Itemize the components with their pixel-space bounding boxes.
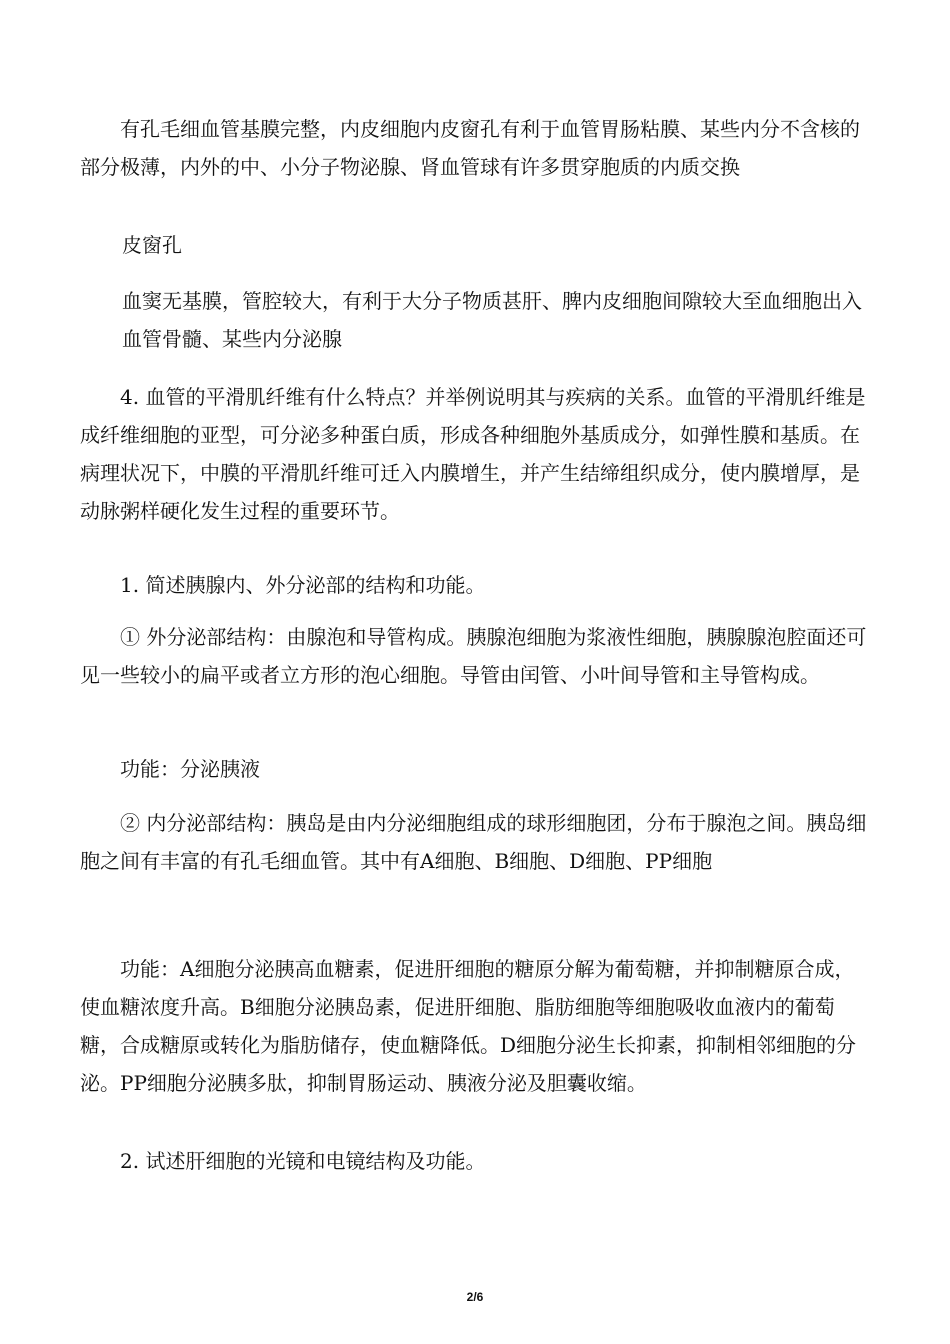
paragraph-endocrine-function: 功能：A细胞分泌胰高血糖素，促进肝细胞的糖原分解为葡萄糖，并抑制糖原合成，使血糖浓度升高。B细胞分泌胰岛素，促进肝细胞、脂肪细胞等细胞吸收血液内的葡萄糖，合成糖原或转化为脂肪储存，使血糖降低。D细胞分泌生长抑素，抑制相邻细胞的分泌。PP细胞分泌胰多肽，抑制胃肠运动、胰液分泌及胆囊收缩。 bbox=[80, 957, 857, 1095]
paragraph-endocrine-structure: ② 内分泌部结构：胰岛是由内分泌细胞组成的球形细胞团，分布于腺泡之间。胰岛细胞之间有丰富的有孔毛细血管。其中有A细胞、B细胞、D细胞、PP细胞 bbox=[80, 811, 867, 873]
paragraph-question-4: 4. 血管的平滑肌纤维有什么特点？并举例说明其与疾病的关系。血管的平滑肌纤维是成纤维细胞的亚型，可分泌多种蛋白质，形成各种细胞外基质成分，如弹性膜和基质。在病理状况下，中膜的平滑肌纤维可迁入内膜增生，并产生结缔组织成分，使内膜增厚，是动脉粥样硬化发生过程的重要环节。 bbox=[80, 385, 866, 523]
paragraph-sinusoid: 血窦无基膜，管腔较大，有利于大分子物质甚肝、脾内皮细胞间隙较大至血细胞出入血管骨髓、某些内分泌腺 bbox=[122, 289, 862, 351]
paragraph-exocrine-structure: ① 外分泌部结构：由腺泡和导管构成。胰腺泡细胞为浆液性细胞，胰腺腺泡腔面还可见一些较小的扁平或者立方形的泡心细胞。导管由闰管、小叶间导管和主导管构成。 bbox=[80, 625, 867, 687]
paragraph-exocrine-function: 功能：分泌胰液 bbox=[120, 757, 260, 781]
paragraph-fenestra-label: 皮窗孔 bbox=[122, 233, 182, 257]
paragraph-question-1-pancreas: 1. 简述胰腺内、外分泌部的结构和功能。 bbox=[120, 573, 486, 597]
paragraph-capillary-fenestrated: 有孔毛细血管基膜完整，内皮细胞内皮窗孔有利于血管胃肠粘膜、某些内分不含核的部分极薄，内外的中、小分子物泌腺、肾血管球有许多贯穿胞质的内质交换 bbox=[80, 117, 860, 179]
paragraph-question-2-liver: 2. 试述肝细胞的光镜和电镜结构及功能。 bbox=[120, 1149, 486, 1173]
page-number: 2/6 bbox=[466, 1290, 484, 1304]
